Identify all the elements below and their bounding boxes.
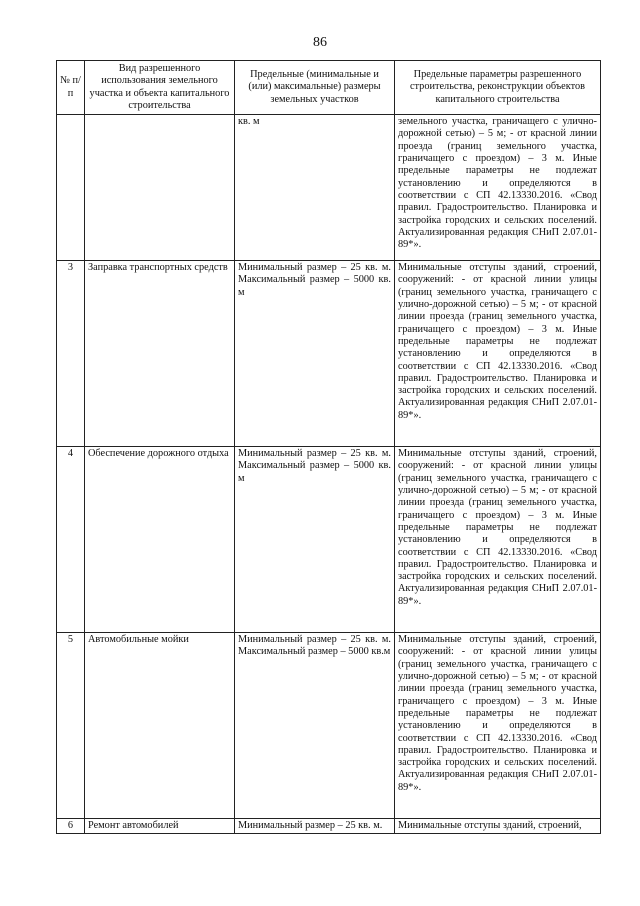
cell-params: Минимальные отступы зданий, строений, [395, 819, 601, 834]
cell-use [85, 115, 235, 261]
cell-num: 5 [57, 633, 85, 819]
regulations-table [56, 60, 601, 834]
cell-num: 3 [57, 261, 85, 447]
header-params: Предельные параметры разрешенного строительства, реконструкции объектов капитального строительства [395, 61, 601, 115]
table-row [57, 261, 601, 447]
cell-size: Минимальный размер – 25 кв. м. Максимальный размер – 5000 кв. м [235, 261, 395, 447]
cell-use: Ремонт автомобилей [85, 819, 235, 834]
cell-num [57, 115, 85, 261]
cell-params: земельного участка, граничащего с улично-дорожной сетью) – 5 м; - от красной линии проезда (границ земельного участка, граничащего с проездом) – 3 м. Иные предельные параметры не подлежат установлению и определяются в соответствии с СП 42.13330.2016. «Свод правил. Градостроительство. Планировка и застройка городских и сельских поселений. Актуализированная редакция СНиП 2.07.01-89*». [395, 115, 601, 261]
table-row [57, 447, 601, 633]
cell-num: 6 [57, 819, 85, 834]
cell-size: Минимальный размер – 25 кв. м. Максимальный размер – 5000 кв. м [235, 447, 395, 633]
cell-size: Минимальный размер – 25 кв. м. [235, 819, 395, 834]
cell-size: Минимальный размер – 25 кв. м. Максимальный размер – 5000 кв.м [235, 633, 395, 819]
cell-params: Минимальные отступы зданий, строений, сооружений: - от красной линии улицы (границ земельного участка, граничащего с улично-дорожной сетью) – 5 м; - от красной линии проезда (границ земельного участка, граничащего с проездом) – 3 м. Иные предельные параметры не подлежат установлению и определяются в соответствии с СП 42.13330.2016. «Свод правил. Градостроительство. Планировка и застройка городских и сельских поселений. Актуализированная редакция СНиП 2.07.01-89*». [395, 633, 601, 819]
cell-size: кв. м [235, 115, 395, 261]
cell-use: Заправка транспортных средств [85, 261, 235, 447]
header-num: № п/п [57, 61, 85, 115]
cell-params: Минимальные отступы зданий, строений, сооружений: - от красной линии улицы (границ земельного участка, граничащего с улично-дорожной сетью) – 5 м; - от красной линии проезда (границ земельного участка, граничащего с проездом) – 3 м. Иные предельные параметры не подлежат установлению и определяются в соответствии с СП 42.13330.2016. «Свод правил. Градостроительство. Планировка и застройка городских и сельских поселений. Актуализированная редакция СНиП 2.07.01-89*». [395, 447, 601, 633]
table-header-row [57, 61, 601, 115]
cell-num: 4 [57, 447, 85, 633]
header-size: Предельные (минимальные и (или) максимальные) размеры земельных участков [235, 61, 395, 115]
table-row [57, 633, 601, 819]
table-row [57, 819, 601, 834]
cell-use: Обеспечение дорожного отдыха [85, 447, 235, 633]
header-use: Вид разрешенного использования земельного участка и объекта капитального строительства [85, 61, 235, 115]
cell-params: Минимальные отступы зданий, строений, сооружений: - от красной линии улицы (границ земельного участка, граничащего с улично-дорожной сетью) – 5 м; - от красной линии проезда (границ земельного участка, граничащего с проездом) – 3 м. Иные предельные параметры не подлежат установлению и определяются в соответствии с СП 42.13330.2016. «Свод правил. Градостроительство. Планировка и застройка городских и сельских поселений. Актуализированная редакция СНиП 2.07.01-89*». [395, 261, 601, 447]
cell-use: Автомобильные мойки [85, 633, 235, 819]
table-row-continuation [57, 115, 601, 261]
page-number: 86 [313, 35, 327, 50]
